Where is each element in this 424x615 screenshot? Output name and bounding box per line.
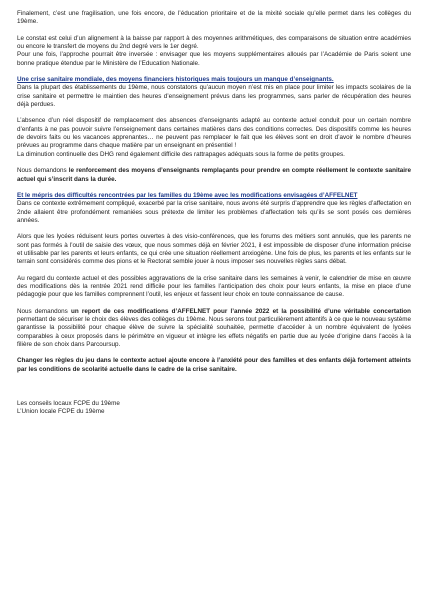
signature-union-locale: L’Union locale FCPE du 19ème <box>17 408 105 416</box>
document-body <box>17 10 411 417</box>
paragraph-constat: Le constat est celui d’un alignement à la baisse par rapport à des moyennes arithmétiques, des comparaisons de situation entre académies ou encore le transfert de moyens du 2nd degré vers le 1er degré. <box>17 34 411 51</box>
signature-conseils-locaux: Les conseils locaux FCPE du 19ème <box>17 400 120 408</box>
paragraph-lycees-portes-ouvertes: Alors que les lycées réduisent leurs portes ouvertes à des visio-conférences, que les forums des métiers sont annulés, que les parents ne sont pas formés à l’outil de saisie des vœux, que nous sommes déjà en février 2021, il est impossible de disposer d’une information précise et utilisable par les parents et leurs enfants, ce qui crée une situation réellement anxiogène. Une fois de plus, les parents et les enfants sur le terrain sont considérés comme des pions et le Rectorat semble jouer à nous imposer ses nouvelles règles sans débat. <box>17 233 411 266</box>
heading-crise-sanitaire: Une crise sanitaire mondiale, des moyens financiers historiques mais toujours un manque d’enseignants. <box>17 76 334 84</box>
paragraph-demande-remplacants <box>17 167 411 184</box>
heading-affelnet: Et le mépris des difficultés rencontrées par les familles du 19ème avec les modifications envisagées d’AFFELNET <box>17 191 358 199</box>
paragraph-approche-inversee: Pour une fois, l’approche pourrait être inversée : envisager que les moyens supplémentaires alloués par l’Académie de Paris soient une bonne pratique étendue par le Ministère de l’Education Nationale. <box>17 51 411 67</box>
paragraph-demande-report <box>17 308 411 350</box>
paragraph-affectation-2nde: Dans ce contexte extrêmement compliqué, exacerbé par la crise sanitaire, nous avons été surpris d’apprendre que les règles d’affectation en 2nde allaient être profondément remaniées sous prétexte de limiter les problèmes d’affectation tels qu’ils se sont posés ces dernières années. <box>17 200 411 224</box>
paragraph-impacts-scolaires: Dans la plupart des établissements du 19ème, nous constatons qu’aucun moyen n’est mis en place pour limiter les impacts scolaires de la crise sanitaire et permettre le maintien des heures d’enseignement prévus dans les programmes, sans parler de récupération des heures déjà perdues. <box>17 84 411 109</box>
paragraph-fragilisation: Finalement, c’est une fragilisation, une fois encore, de l’éducation prioritaire et de la mixité sociale qu’elle permet dans les collèges du 19ème. <box>17 10 411 26</box>
demande-report-intro: Nous demandons <box>17 307 71 315</box>
paragraph-calendrier: Au regard du contexte actuel et des possibles aggravations de la crise sanitaire dans les semaines à venir, le calendrier de mise en œuvre des modifications dès la rentrée 2021 rend difficile pour les familles l’anticipation des choix pour leurs enfants, la mise en place d’une pédagogie pour que les familles comprennent l’outil, les enjeux et fassent leur choix en toute connaissance de cause. <box>17 274 411 299</box>
demande-report-bold: un report de ces modifications d’AFFELNET pour l’année 2022 et la possibilité d’une véritable concertation <box>71 307 412 315</box>
demande-intro: Nous demandons <box>17 167 69 175</box>
paragraph-dhg: La diminution continuelle des DHG rend également difficile des rattrapages adéquats sous la forme de petits groupes. <box>17 150 345 158</box>
demande-remplacants-bold: le renforcement des moyens d’enseignants remplaçants pour prendre en compte réellement le contexte sanitaire actuel qui s’inscrit dans la durée. <box>17 167 412 183</box>
paragraph-remplacement: L’absence d’un réel dispositif de remplacement des absences d’enseignants adapté au contexte actuel conduit pour un certain nombre d’enfants à ne pas pouvoir suivre l’enseignement dans certaines matières dans des conditions correctes. Des dispositifs comme les heures de devoirs faits ou les vacances apprenantes… ne peuvent pas remplacer le fait que les élèves sont en droit d’avoir le nombre d’heures prévues au programme dans chaque matière par un enseignant en présentiel ! <box>17 117 411 150</box>
paragraph-conclusion: Changer les règles du jeu dans le contexte actuel ajoute encore à l’anxiété pour des familles et des enfants déjà fortement atteints par les conditions de scolarité actuelle dans le cadre de la crise sanitaire. <box>17 357 411 373</box>
demande-report-suite: permettant de sécuriser le choix des élèves des collèges du 19ème. Nous serons tout particulièrement attentifs à ce que le nouveau système garantisse la possibilité pour chaque élève de suivre la spécialité souhaitée, permette d’accéder à un nombre équivalent de lycées comparables à ceux proposés dans le périmètre en vigueur et intègre les effets négatifs en partie due au lycée d’origine dans l’accès à la filière de son choix dans Parcoursup. <box>17 315 411 348</box>
